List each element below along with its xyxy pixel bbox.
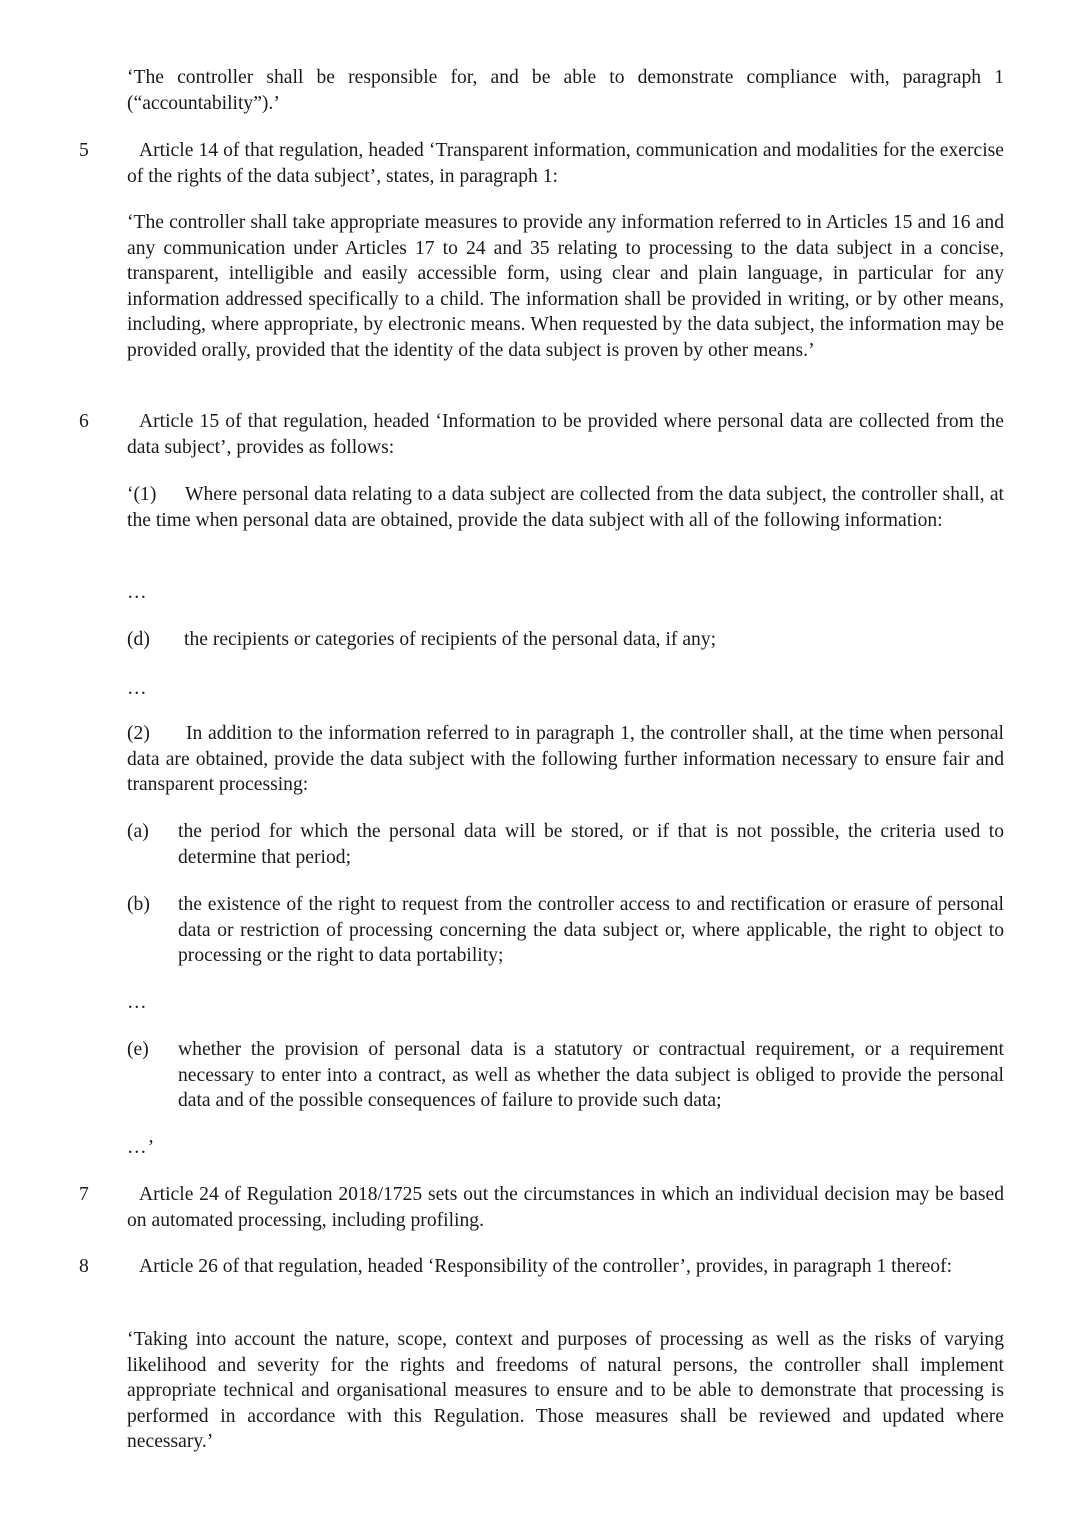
item-d-label: (d)	[127, 629, 150, 650]
item-e-label: (e)	[127, 1039, 149, 1060]
item-a-text: the period for which the personal data will be stored, or if that is not possible, the criteria used to determine that period;	[178, 821, 1004, 868]
subparagraph-1-text: Where personal data relating to a data subject are collected from the data subject, the controller shall, at the time when personal data are obtained, provide the data subject with all of the following information:	[127, 484, 1004, 531]
paragraph-5-quote: ‘The controller shall take appropriate measures to provide any information referred to in Articles 15 and 16 and any communication under Articles 17 to 24 and 35 relating to processing to the data subject in a concise, transparent, intelligible and easily accessible form, using clear and plain language, in particular for any information addressed specifically to a child. The information shall be provided in writing, or by other means, including, where appropriate, by electronic means. When requested by the data subject, the information may be provided orally, provided that the identity of the data subject is proven by other means.’	[127, 212, 1004, 361]
subparagraph-2-text: In addition to the information referred to in paragraph 1, the controller shall, at the time when personal data are obtained, provide the data subject with the following further information necessary to ensure fair and transparent processing:	[127, 723, 1004, 795]
ellipsis: …	[127, 992, 148, 1013]
paragraph-6-subparagraph-1	[127, 482, 1004, 533]
item-b-label: (b)	[127, 894, 150, 915]
ellipsis: …	[127, 678, 148, 699]
paragraph-number-5: 5	[79, 140, 89, 161]
item-d-text: the recipients or categories of recipients of the personal data, if any;	[184, 629, 717, 650]
item-b-text: the existence of the right to request from the controller access to and rectification or erasure of personal data or restriction of processing concerning the data subject or, where applicable, the right to object to processing or the right to data portability;	[178, 894, 1004, 966]
paragraph-number-6: 6	[79, 411, 89, 432]
list-item-b	[127, 892, 1004, 969]
paragraph-7-text: Article 24 of Regulation 2018/1725 sets out the circumstances in which an individual decision may be based on automated processing, including profiling.	[127, 1184, 1004, 1231]
paragraph-6-text: Article 15 of that regulation, headed ‘Information to be provided where personal data are collected from the data subject’, provides as follows:	[127, 411, 1004, 458]
paragraph-number-8: 8	[79, 1256, 89, 1277]
item-a-label: (a)	[127, 821, 149, 842]
paragraph-6-subparagraph-2	[127, 721, 1004, 798]
subparagraph-1-label: ‘(1)	[127, 484, 157, 505]
ellipsis-closing-quote: …’	[127, 1137, 156, 1158]
list-item-e	[127, 1037, 1004, 1114]
ellipsis: …	[127, 582, 148, 603]
paragraph-8-quote: ‘Taking into account the nature, scope, context and purposes of processing as well as the risks of varying likelihood and severity for the rights and freedoms of natural persons, the controller shall implement appropriate technical and organisational measures to ensure and to be able to demonstrate that processing is performed in accordance with this Regulation. Those measures shall be reviewed and updated where necessary.’	[127, 1329, 1004, 1452]
paragraph-5-text: Article 14 of that regulation, headed ‘Transparent information, communication and modalities for the exercise of the rights of the data subject’, states, in paragraph 1:	[127, 140, 1004, 187]
quote-accountability: ‘The controller shall be responsible for, and be able to demonstrate compliance with, paragraph 1 (“accountability”).’	[127, 67, 1004, 114]
list-item-a	[127, 819, 1004, 870]
paragraph-8-text: Article 26 of that regulation, headed ‘Responsibility of the controller’, provides, in paragraph 1 thereof:	[139, 1256, 953, 1277]
paragraph-number-7: 7	[79, 1184, 89, 1205]
list-item-d	[127, 627, 1004, 653]
item-e-text: whether the provision of personal data is a statutory or contractual requirement, or a requirement necessary to enter into a contract, as well as whether the data subject is obliged to provide the personal data and of the possible consequences of failure to provide such data;	[178, 1039, 1004, 1111]
subparagraph-2-label: (2)	[127, 723, 150, 744]
